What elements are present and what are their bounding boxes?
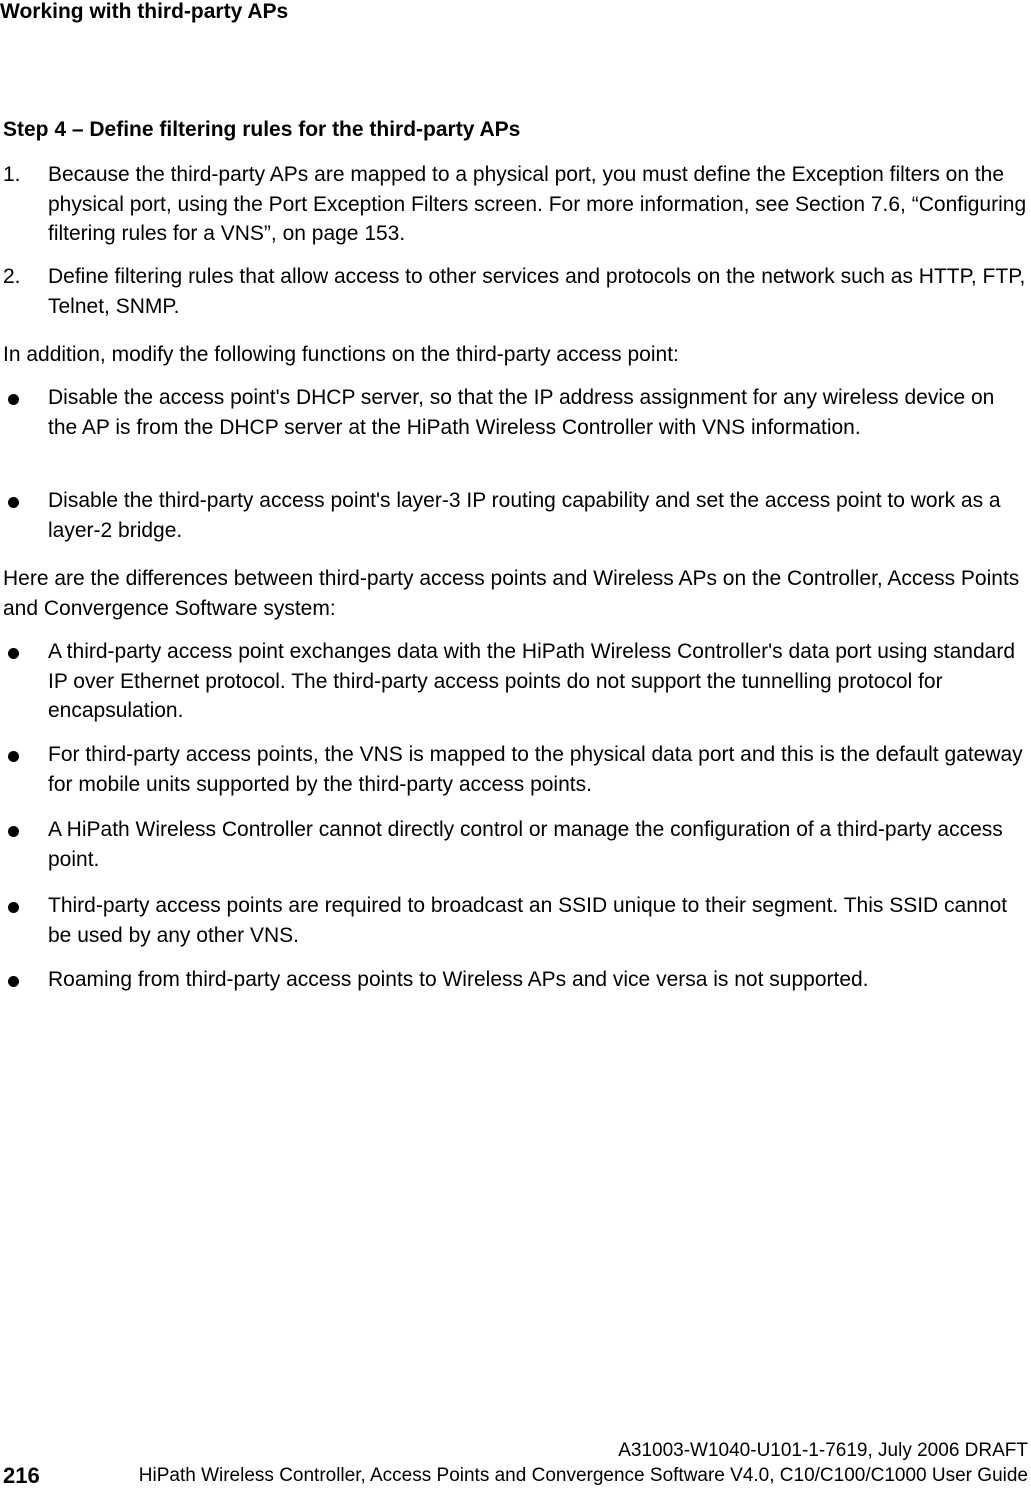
bullet-item <box>3 383 1027 442</box>
differences-paragraph: Here are the differences between third-party access points and Wireless APs on the Controller, Access Points and Convergence Software system: <box>3 567 1020 620</box>
bullet-icon <box>8 751 19 762</box>
bullet-icon <box>8 826 19 837</box>
bullet-item <box>3 637 1027 726</box>
bullet-icon <box>8 976 19 987</box>
item-text: Define filtering rules that allow access to other services and protocols on the network such as HTTP, FTP, Telnet, SNMP. <box>48 265 1026 318</box>
bullet-item <box>3 815 1027 874</box>
item-number: 2. <box>3 265 21 288</box>
bullet-text: A HiPath Wireless Controller cannot directly control or manage the configuration of a third-party access point. <box>48 818 1003 871</box>
bullet-item <box>3 891 1027 950</box>
footer <box>3 1465 1028 1489</box>
bullet-text: A third-party access point exchanges data with the HiPath Wireless Controller's data port using standard IP over Ethernet protocol. The third-party access points do not support the tunnelling protocol for encapsulation. <box>48 640 1016 722</box>
numbered-item <box>3 262 1027 321</box>
bullet-item <box>3 740 1027 799</box>
running-header: Working with third-party APs <box>0 0 289 23</box>
bullet-text: Roaming from third-party access points to Wireless APs and vice versa is not supported. <box>48 968 869 991</box>
bullet-icon <box>8 497 19 508</box>
bullet-icon <box>8 648 19 659</box>
bullet-icon <box>8 394 19 405</box>
section-heading: Step 4 – Define filtering rules for the third-party APs <box>3 118 521 141</box>
bullet-text: Disable the third-party access point's layer-3 IP routing capability and set the access point to work as a layer-2 bridge. <box>48 489 1001 542</box>
bullet-text: Disable the access point's DHCP server, so that the IP address assignment for any wireless device on the AP is from the DHCP server at the HiPath Wireless Controller with VNS information. <box>48 386 995 439</box>
numbered-item <box>3 160 1027 249</box>
bullet-item <box>3 486 1027 545</box>
bullet-text: For third-party access points, the VNS is mapped to the physical data port and this is the default gateway for mobile units supported by the third-party access points. <box>48 743 1023 796</box>
bullet-item <box>3 965 1027 995</box>
bullet-icon <box>8 902 19 913</box>
guide-title: HiPath Wireless Controller, Access Points and Convergence Software V4.0, C10/C100/C1000 User Guide <box>138 1465 1028 1486</box>
intro-paragraph: In addition, modify the following functions on the third-party access point: <box>3 343 679 366</box>
page-number: 216 <box>3 1463 40 1488</box>
footer-doc-id: A31003-W1040-U101-1-7619, July 2006 DRAFT <box>618 1440 1028 1461</box>
bullet-text: Third-party access points are required to broadcast an SSID unique to their segment. This SSID cannot be used by any other VNS. <box>48 894 1008 947</box>
item-text: Because the third-party APs are mapped to a physical port, you must define the Exception filters on the physical port, using the Port Exception Filters screen. For more information, see Section 7.6, “Configuring filtering rules for a VNS”, on page 153. <box>48 163 1027 245</box>
item-number: 1. <box>3 163 21 186</box>
